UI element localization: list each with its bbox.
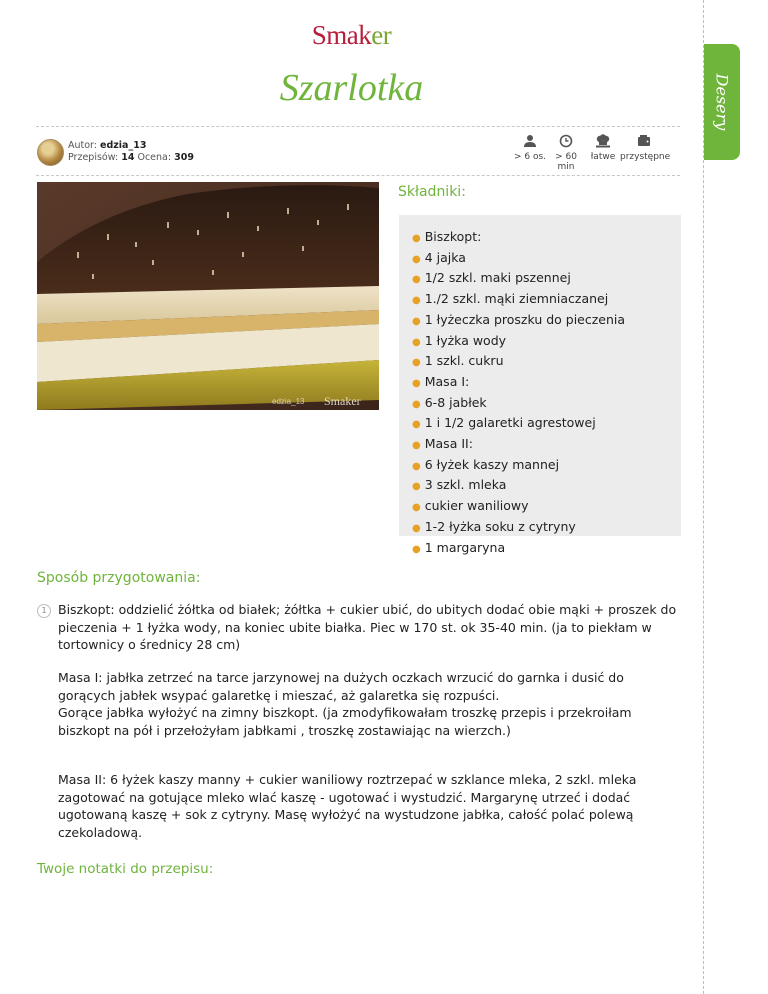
recipes-label: Przepisów: (68, 152, 119, 163)
ingredient-item: ● 6 łyżek kaszy mannej (412, 456, 560, 472)
bullet-icon: ● (412, 440, 421, 452)
photo-watermark-user: edzia_13 (272, 397, 305, 406)
meta-time-label: > 60 min (555, 152, 577, 172)
step-paragraph-masa-1-cont: Gorące jabłka wyłożyć na zimny biszkopt. (ja zmodyfikowałam troszkę przepis i przekroiłam biszkopt na pół i przełożyłam jabłkami , troszkę zostawiając na wierzch.) (58, 705, 632, 738)
ingredient-item: ● 1 łyżeczka proszku do pieczenia (412, 311, 626, 327)
ingredient-item: ● 3 szkl. mleka (412, 477, 507, 493)
rating-value: 309 (174, 152, 194, 163)
author-label: Autor: (68, 140, 97, 151)
ingredient-item: ● 6-8 jabłek (412, 394, 487, 410)
person-icon (523, 134, 537, 148)
divider-top (36, 126, 680, 127)
bullet-icon: ● (412, 233, 421, 244)
step-number-badge: 1 (37, 604, 51, 618)
author-info (68, 140, 194, 164)
category-tab[interactable] (704, 44, 740, 160)
ingredient-item: ● Biszkopt: (412, 229, 482, 244)
bullet-icon: ● (412, 481, 421, 493)
ingredient-item: ● Masa II: (412, 436, 473, 452)
bullet-icon: ● (412, 419, 421, 431)
logo-part-1: Smak (311, 20, 372, 50)
bullet-icon: ● (412, 398, 421, 410)
bullet-icon: ● (412, 295, 421, 307)
bullet-icon: ● (412, 336, 421, 348)
author-avatar[interactable] (37, 139, 64, 166)
clock-icon (559, 134, 573, 148)
ingredient-item: ● cukier waniliowy (412, 498, 529, 514)
meta-cost (620, 134, 671, 168)
meta-difficulty-label: łatwe (590, 152, 616, 162)
bullet-icon: ● (412, 274, 421, 286)
step-paragraph-masa-1: Masa I: jabłka zetrzeć na tarce jarzynowej na dużych oczkach wrzucić do garnka i dusić do gorących jabłek wsypać galaretkę i mieszać, aż galaretka się rozpuści. (58, 670, 624, 703)
meta-servings (512, 134, 548, 168)
bullet-icon: ● (412, 315, 421, 327)
smaker-logo[interactable] (0, 20, 703, 51)
logo-part-2: er (371, 20, 392, 50)
ingredients-box (399, 215, 681, 555)
bullet-icon: ● (412, 460, 421, 472)
recipe-photo[interactable] (37, 182, 379, 410)
bullet-icon: ● (412, 357, 421, 369)
meta-cost-label: przystępne (620, 152, 671, 162)
ingredient-item: ● 1 łyżka wody (412, 332, 507, 348)
ingredient-item: ● 1 szkl. cukru (412, 353, 504, 369)
author-name[interactable]: edzia_13 (100, 140, 147, 151)
recipe-title: Szarlotka (279, 67, 424, 109)
meta-difficulty (588, 134, 618, 168)
bullet-icon: ● (412, 543, 421, 555)
step-paragraph-masa-2: Masa II: 6 łyżek kaszy manny + cukier waniliowy roztrzepać w szklance mleka, 2 szkl. mleka zagotować na gotujące mleko wlać kaszę - ugotować i wystudzić. Margarynę utrzeć i dodać ugotowaną kaszę + sok z cytryny. Masę wyłożyć na wystudzone jabłka, całość polać polewą czekoladową. (58, 772, 637, 840)
ingredient-item: ● 1-2 łyżka soku z cytryny (412, 518, 576, 534)
chef-hat-icon (595, 134, 611, 148)
rating-label: Ocena: (137, 152, 172, 163)
ingredient-item: ● Masa I: (412, 373, 470, 389)
notes-heading: Twoje notatki do przepisu: (37, 861, 214, 877)
bullet-icon: ● (412, 377, 421, 389)
recipes-count: 14 (121, 152, 135, 163)
step-paragraph-biszkopt: Biszkopt: oddzielić żółtka od białek; żółtka + cukier ubić, do ubitych dodać obie mąki + proszek do pieczenia + 1 łyżka wody, na koniec ubite białka. Piec w 170 st. ok 35-40 min. (ja to piekłam w tortownicy o średnicy 28 cm) (58, 602, 677, 652)
preparation-heading: Sposób przygotowania: (37, 570, 201, 586)
category-label: Desery (712, 73, 732, 131)
ingredient-item: ● 1./2 szkl. mąki ziemniaczanej (412, 291, 609, 307)
ingredients-heading: Składniki: (398, 184, 466, 200)
bullet-icon: ● (412, 502, 421, 514)
divider-meta (36, 175, 680, 176)
photo-watermark-brand: Smaker (324, 394, 361, 408)
ingredient-item: ● 1 i 1/2 galaretki agrestowej (412, 415, 596, 431)
bullet-icon: ● (412, 253, 421, 265)
ingredient-item: ● 1 margaryna (412, 539, 506, 555)
ingredients-list (399, 215, 681, 559)
wallet-icon (637, 134, 651, 148)
bullet-icon: ● (412, 522, 421, 534)
ingredient-item: ● 1/2 szkl. maki pszennej (412, 270, 571, 286)
meta-time (547, 134, 585, 172)
meta-servings-label: > 6 os. (513, 152, 547, 162)
ingredient-item: ● 4 jajka (412, 249, 466, 265)
